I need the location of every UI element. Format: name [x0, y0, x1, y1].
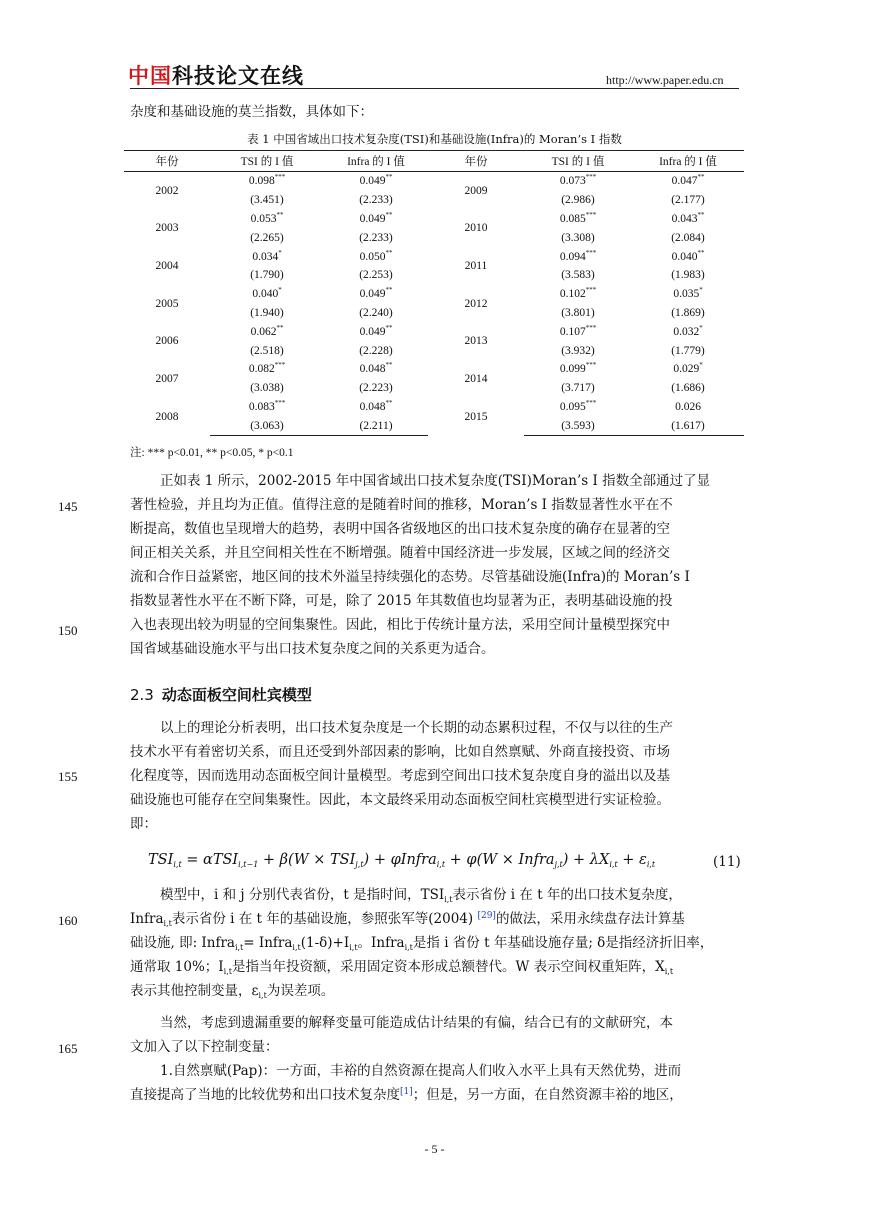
- para3-text: 是指 i 省份 t 年基础设施存量; δ是指经济折旧率，: [412, 935, 714, 951]
- para3-text: 通常取 10%；I: [130, 959, 224, 975]
- equation-number: (11): [713, 854, 741, 870]
- infra-value: 0.049**: [359, 210, 393, 225]
- para3-line: 础设施, 即: Infra$_{i,t}$= $Infra_{i,t}(1-\delta)+I_{i,t}$。Infra$_{i,t}$是指 i 省份 t 年基础设施存量; δ是指经济折旧率，: [130, 935, 714, 952]
- para2-line: 以上的理论分析表明，出口技术复杂度是一个长期的动态累积过程，不仅与以往的生产: [160, 720, 673, 736]
- section-title: 动态面板空间杜宾模型: [161, 686, 312, 704]
- tsi-tstat: (3.801): [561, 306, 595, 319]
- infra-value: 0.040**: [671, 248, 705, 263]
- intro-line: 杂度和基础设施的莫兰指数，具体如下：: [130, 104, 373, 120]
- infra-tstat: (1.617): [632, 416, 744, 435]
- infra-tstat: (2.240): [359, 306, 393, 319]
- para1-line: 正如表 1 所示，2002-2015 年中国省域出口技术复杂度(TSI)Moran’s I 指数全部通过了显: [160, 473, 711, 489]
- infra-value: 0.048**: [359, 398, 393, 413]
- para3-text: (1-δ)+I: [300, 935, 350, 951]
- year-cell: 2013: [464, 335, 488, 348]
- infra-value: 0.026: [675, 400, 701, 413]
- year-cell: 2011: [464, 259, 488, 272]
- year-cell: 2002: [155, 184, 179, 197]
- logo-black-text: 科技论文在线: [172, 64, 304, 88]
- table-row-values: [124, 172, 744, 191]
- para1-line: 入也表现出较为明显的空间集聚性。因此，相比于传统计量方法，采用空间计量模型探究中: [130, 617, 670, 633]
- tsi-value: 0.095***: [559, 398, 597, 413]
- year-cell: 2010: [464, 222, 488, 235]
- table-header-row: [124, 151, 744, 172]
- para2-line: 即：: [130, 816, 157, 832]
- tsi-value: 0.107***: [559, 323, 597, 338]
- infra-tstat: (2.233): [359, 194, 393, 207]
- table-row-values: [124, 398, 744, 417]
- header-cell: 年份: [124, 151, 210, 172]
- infra-value: 0.049**: [359, 323, 393, 338]
- para3-text: 表示其他控制变量，ε: [130, 983, 259, 999]
- table-row-values: [124, 360, 744, 379]
- line-number: 155: [58, 769, 78, 784]
- para1-line: 断提高，数值也呈现增大的趋势，表明中国各省级地区的出口技术复杂度的确存在显著的空: [130, 521, 670, 537]
- para5-text: ；但是，另一方面，在自然资源丰裕的地区，: [412, 1087, 683, 1103]
- header-rule: [130, 88, 739, 89]
- infra-tstat: (2.228): [359, 344, 393, 357]
- header-cell: TSI 的 I 值: [524, 151, 632, 172]
- infra-tstat: (2.253): [359, 269, 393, 282]
- infra-value: 0.029*: [673, 361, 703, 376]
- tsi-tstat: (3.717): [561, 382, 595, 395]
- para1-line: 流和合作日益紧密，地区间的技术外溢呈持续强化的态势。尽管基础设施(Infra)的 Moran’s I: [130, 569, 690, 585]
- infra-value: 0.047**: [671, 173, 705, 188]
- infra-tstat: (2.223): [359, 382, 393, 395]
- para3-text: 为误差项。: [266, 983, 335, 999]
- infra-tstat: (2.177): [671, 194, 705, 207]
- infra-tstat: (1.686): [671, 382, 705, 395]
- equation-11: $TSI_{i,t} = \alpha TSI_{i,t-1} + \beta(W \times TSI_{j,t})$ + φInfra$_{i,t}$ + φ(W × Infra$_{j,t}$) + $\lambda X_{i,t} + \varepsilon_{i,t}$: [148, 852, 656, 869]
- year-cell: 2015: [464, 410, 488, 423]
- infra-value: 0.049**: [359, 173, 393, 188]
- section-heading: [130, 684, 312, 705]
- logo-red-text: 中国: [128, 64, 172, 88]
- tsi-tstat: (2.518): [250, 344, 284, 357]
- tsi-value: 0.034*: [252, 248, 282, 263]
- line-number: 165: [58, 1041, 78, 1056]
- year-cell: 2012: [464, 297, 488, 310]
- tsi-tstat: (3.308): [561, 231, 595, 244]
- tsi-value: 0.094***: [559, 248, 597, 263]
- line-number: 150: [58, 623, 78, 638]
- para1-line: 国省域基础设施水平与出口技术复杂度之间的关系更为适合。: [130, 641, 495, 657]
- year-cell: 2014: [464, 372, 488, 385]
- line-number: 160: [58, 913, 78, 928]
- para3-text: 表示省份 i 在 t 年的基础设施，参照张军等(2004): [171, 911, 478, 927]
- infra-tstat: (2.084): [671, 231, 705, 244]
- para2-line: 化程度等，因而选用动态面板空间计量模型。考虑到空间出口技术复杂度自身的溢出以及基: [130, 768, 670, 784]
- para3-text: 表示省份 i 在 t 年的出口技术复杂度，: [452, 887, 682, 903]
- tsi-value: 0.102***: [559, 286, 597, 301]
- para4-line: 当然，考虑到遗漏重要的解释变量可能造成估计结果的有偏，结合已有的文献研究，本: [160, 1015, 673, 1031]
- table-row-values: [124, 247, 744, 266]
- tsi-value: 0.053**: [250, 210, 284, 225]
- tsi-tstat: (2.986): [561, 194, 595, 207]
- year-cell: 2003: [155, 222, 179, 235]
- tsi-tstat: (1.940): [250, 306, 284, 319]
- line-number: 145: [58, 499, 78, 514]
- year-cell: 2005: [155, 297, 179, 310]
- tsi-value: 0.099***: [559, 361, 597, 376]
- para3-text: 是指当年投资额，采用固定资本形成总额替代。W 表示空间权重矩阵，X: [231, 959, 665, 975]
- para3-text: 础设施, 即: Infra: [130, 935, 235, 951]
- year-cell: 2004: [155, 259, 179, 272]
- header-cell: Infra 的 I 值: [324, 151, 428, 172]
- infra-tstat: (2.233): [359, 231, 393, 244]
- tsi-tstat: (3.063): [210, 416, 324, 435]
- infra-tstat: (1.779): [671, 344, 705, 357]
- para3-text: 的做法，采用永续盘存法计算基: [495, 911, 685, 927]
- para1-line: 指数显著性水平在不断下降，可是，除了 2015 年其数值也均显著为正，表明基础设施的投: [130, 593, 673, 609]
- para3-text: 模型中，i 和 j 分别代表省份，t 是指时间，TSI: [160, 887, 445, 903]
- infra-value: 0.035*: [673, 286, 703, 301]
- infra-value: 0.050**: [359, 248, 393, 263]
- para5-text: 直接提高了当地的比较优势和出口技术复杂度: [130, 1087, 400, 1103]
- tsi-value: 0.062**: [250, 323, 284, 338]
- para3-line: 模型中，i 和 j 分别代表省份，t 是指时间，$TSI_{i,t}$表示省份 i 在 t 年的出口技术复杂度，: [160, 887, 682, 904]
- tsi-tstat: (3.593): [524, 416, 632, 435]
- citation-29[interactable]: [29]: [477, 911, 496, 921]
- para4-line: 文加入了以下控制变量：: [130, 1039, 279, 1055]
- tsi-tstat: (3.451): [250, 194, 284, 207]
- infra-value: 0.043**: [671, 210, 705, 225]
- tsi-value: 0.083***: [248, 398, 286, 413]
- table-caption: 表 1 中国省域出口技术复杂度(TSI)和基础设施(Infra)的 Moran’s I 指数: [247, 132, 622, 146]
- tsi-value: 0.085***: [559, 210, 597, 225]
- tsi-value: 0.082***: [248, 361, 286, 376]
- infra-tstat: (1.869): [671, 306, 705, 319]
- para3-line: 表示其他控制变量，$\varepsilon_{i,t}$为误差项。: [130, 983, 335, 1000]
- tsi-tstat: (2.265): [250, 231, 284, 244]
- citation-1[interactable]: [1]: [400, 1087, 413, 1097]
- table-row-values: [124, 285, 744, 304]
- tsi-tstat: (3.932): [561, 344, 595, 357]
- header-cell: TSI 的 I 值: [210, 151, 324, 172]
- year-cell: 2008: [155, 410, 179, 423]
- para2-line: 技术水平有着密切关系，而且还受到外部因素的影响，比如自然禀赋、外商直接投资、市场: [130, 744, 670, 760]
- para1-line: 著性检验，并且均为正值。值得注意的是随着时间的推移，Moran’s I 指数显著性水平在不: [130, 497, 673, 513]
- para5-line: 1.自然禀赋(Pap)：一方面，丰裕的自然资源在提高人们收入水平上具有天然优势，进而: [160, 1063, 682, 1079]
- moran-table: [124, 150, 744, 436]
- header-url[interactable]: http://www.paper.edu.cn: [606, 73, 724, 87]
- tsi-value: 0.040*: [252, 286, 282, 301]
- journal-logo: [128, 60, 304, 90]
- tsi-tstat: (3.583): [561, 269, 595, 282]
- infra-tstat: (2.211): [324, 416, 428, 435]
- year-cell: 2009: [464, 184, 488, 197]
- infra-value: 0.049**: [359, 286, 393, 301]
- para5-line: [130, 1084, 683, 1108]
- para3-line: 通常取 10%；$I_{i,t}$是指当年投资额，采用固定资本形成总额替代。W 表示空间权重矩阵，$X_{i,t}$: [130, 959, 674, 976]
- tsi-value: 0.098***: [248, 173, 286, 188]
- header-cell: Infra 的 I 值: [632, 151, 744, 172]
- page-number: - 5 -: [424, 1142, 445, 1156]
- para2-line: 础设施也可能存在空间集聚性。因此，本文最终采用动态面板空间杜宾模型进行实证检验。: [130, 792, 670, 808]
- para1-line: 间正相关关系，并且空间相关性在不断增强。随着中国经济进一步发展，区域之间的经济交: [130, 545, 670, 561]
- section-number: 2.3: [130, 686, 154, 704]
- tsi-value: 0.073***: [559, 173, 597, 188]
- infra-value: 0.032*: [673, 323, 703, 338]
- tsi-tstat: (1.790): [250, 269, 284, 282]
- year-cell: 2006: [155, 335, 179, 348]
- infra-tstat: (1.983): [671, 269, 705, 282]
- para3-line: Infra$_{i,t}$表示省份 i 在 t 年的基础设施，参照张军等(2004) [29]的做法，采用永续盘存法计算基: [130, 911, 685, 928]
- table-note: 注: *** p<0.01, ** p<0.05, * p<0.1: [130, 447, 294, 459]
- table-row-values: [124, 210, 744, 229]
- table-row-values: [124, 322, 744, 341]
- header-cell: 年份: [428, 151, 524, 172]
- infra-value: 0.048**: [359, 361, 393, 376]
- tsi-tstat: (3.038): [250, 382, 284, 395]
- year-cell: 2007: [155, 372, 179, 385]
